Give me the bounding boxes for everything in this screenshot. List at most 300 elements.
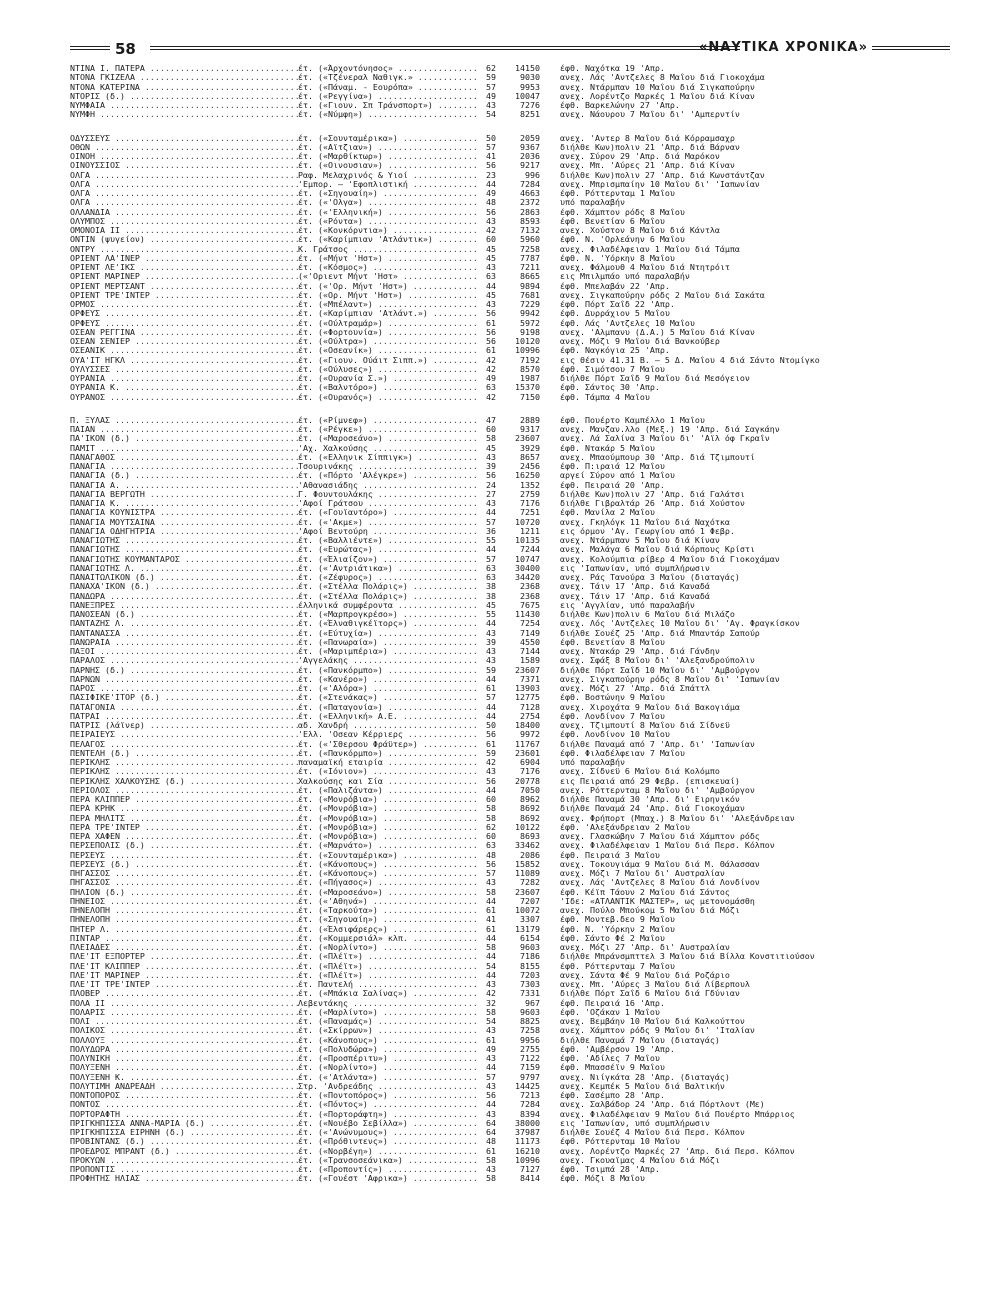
position-note: εις 'Αγγλίαν, υπό παραλαβήν [560, 600, 695, 610]
build-year: 54 [486, 961, 496, 971]
tonnage: 13903 [515, 684, 540, 693]
owner-type: Τσουρινάκης ..... [298, 462, 478, 471]
ship-row [70, 869, 970, 878]
owner-type: έτ. («Ευρώτας») ..... [298, 545, 478, 554]
build-year: 49 [486, 91, 496, 101]
owner-type: έτ. («Ούλτραμάρ») ..... [298, 319, 478, 328]
ship-group [70, 64, 970, 120]
ship-row [70, 425, 970, 434]
build-year: 45 [486, 253, 496, 263]
ship-name: ΠΑΝΑΙΤΩΛΙΚΟΝ (δ.) ..... [70, 573, 298, 582]
tonnage: 9972 [520, 730, 540, 740]
owner-type: έτ. («Μαρπρογκρέσο») ..... [298, 610, 478, 619]
owner-type: έτ. («Παλιζάντα») ..... [298, 786, 478, 795]
ship-name: ΠΕΛΑΓΟΣ ..... [70, 740, 298, 749]
tonnage: 10135 [515, 536, 540, 545]
build-year: 44 [486, 281, 496, 291]
owner-type: έτ. («Πόρτο 'Αλέγκρε») ..... [298, 471, 478, 480]
owner-type: έτ. («Έλναθιγκέϊτορς») ..... [298, 619, 478, 628]
owner-type: έτ. («Ούλυσες») ..... [298, 365, 478, 374]
build-year: 56 [486, 309, 496, 319]
position-note: ανεχ. Φιλαδέλφειαν 1 Μαΐου διά Τάμπα [560, 244, 740, 254]
tonnage: 9894 [520, 281, 540, 291]
owner-type: 'Αφοί Βεντούρη ..... [298, 527, 478, 536]
owner-type: έτ. («Μονρόβια») ..... [298, 832, 478, 841]
ship-row [70, 434, 970, 443]
build-year: 58 [486, 943, 496, 952]
position-note: διήλθε Παναμά 7 Μαΐου (διαταγάς) [560, 1035, 720, 1045]
position-note: ανεχ. Ντάρμπαν 5 Μαΐου διά Κίναν [560, 536, 720, 545]
tonnage: 11430 [515, 610, 540, 619]
tonnage: 14150 [515, 64, 540, 73]
position-note: ανεχ. Νάουρου 7 Μαΐου δι' 'Αμπερντίν [560, 110, 740, 120]
build-year: 54 [486, 110, 496, 120]
build-year: 44 [486, 711, 496, 721]
ship-row [70, 518, 970, 527]
tonnage: 7303 [520, 980, 540, 989]
build-year: 44 [486, 1100, 496, 1110]
position-note: έφθ. 'Αδίλες 7 Μαΐου [560, 1054, 660, 1063]
ship-name: ΠΕΡΣΕΥΣ (δ.) ..... [70, 860, 298, 869]
ship-name: ΠΟΛΥΞΕΝΗ Κ. ..... [70, 1073, 298, 1082]
tonnage: 9367 [520, 142, 540, 152]
owner-type: έτ. («Στέλλα Πολάρις») ..... [298, 592, 478, 601]
tonnage: 1589 [520, 656, 540, 666]
build-year: 56 [486, 1091, 496, 1100]
position-note: έφθ. Τάμπα 4 Μαΐου [560, 392, 650, 402]
tonnage: 7211 [520, 263, 540, 272]
ship-row [70, 1073, 970, 1082]
tonnage: 3307 [520, 915, 540, 925]
ship-name: ΠΛΕ'ΙΤ ΜΑΡΙΝΕΡ ..... [70, 971, 298, 980]
tonnage: 7258 [520, 244, 540, 254]
build-year: 44 [486, 970, 496, 980]
ship-name: ΠΕΡΙΚΛΗΣ ..... [70, 767, 298, 776]
ship-name: ΠΟΝΤΟΣ ..... [70, 1100, 298, 1109]
position-note: ανεχ. Τάιν 17 'Απρ. διά Καναδά [560, 591, 710, 601]
tonnage: 12775 [515, 693, 540, 703]
ship-name: ΠΕΡΙΚΛΗΣ ΧΑΛΚΟΥΣΗΣ (δ.) ..... [70, 777, 298, 786]
build-year: 58 [486, 1007, 496, 1017]
tonnage: 23607 [515, 665, 540, 675]
ship-name: ΟΛΓΑ ..... [70, 171, 298, 180]
ship-group [70, 134, 970, 402]
build-year: 44 [486, 952, 496, 962]
position-note: έφθ. Σιμότσου 7 Μαΐου [560, 364, 665, 374]
tonnage: 11767 [515, 739, 540, 749]
owner-type: Ραφ. Μελαχρινός & Υιοί ..... [298, 171, 478, 180]
tonnage: 1987 [520, 374, 540, 383]
ship-name: ΠΡΙΓΚΗΠΙΣΣΑ ΑΝΝΑ-ΜΑΡΙΑ (δ.) ..... [70, 1119, 298, 1128]
build-year: 60 [486, 235, 496, 245]
owner-type: Γ. Φουντουλάκης ..... [298, 490, 478, 499]
position-note: έφθ. Ν. 'Υόρκην 8 Μαΐου [560, 253, 675, 263]
owner-type: έτ. («Κάνοπους») ..... [298, 1036, 478, 1045]
ship-name: ΠΕΙΡΑΙΕΥΣ ..... [70, 730, 298, 739]
ship-row [70, 208, 970, 217]
ship-name: ΟΜΟΝΟΙΑ ΙΙ ..... [70, 226, 298, 235]
ship-name: ΠΕΡΑ ΜΗΛΙΤΣ ..... [70, 814, 298, 823]
ship-name: ΠΟΝΤΟΠΟΡΟΣ ..... [70, 1091, 298, 1100]
tonnage: 7787 [520, 253, 540, 263]
owner-type: έτ. («'Ορ. Μήντ 'Ηστ») ..... [298, 282, 478, 291]
ship-name: ΠΕΡΑ ΤΡΕ'ΙΝΤΕΡ ..... [70, 823, 298, 832]
ship-row [70, 1036, 970, 1045]
tonnage: 7203 [520, 970, 540, 980]
position-note: έφθ. Μανίλα 2 Μαΐου [560, 508, 655, 518]
ship-name: ΠΑΝΔΩΡΑ ..... [70, 592, 298, 601]
position-note: ανεχ. Φάλμουθ 4 Μαΐου διά Ντητρόιτ [560, 263, 730, 272]
tonnage: 6154 [520, 933, 540, 943]
ship-row [70, 888, 970, 897]
ship-name: ΟΡΜΟΣ ..... [70, 300, 298, 309]
position-note: ανεχ. Μόζι 27 'Απρ. δι' Αυστραλίαν [560, 943, 730, 952]
build-year: 42 [486, 989, 496, 999]
build-year: 63 [486, 563, 496, 573]
tonnage: 7331 [520, 989, 540, 999]
tonnage: 9030 [520, 73, 540, 83]
ship-row [70, 508, 970, 517]
owner-type: έτ. («Σκίρρων») ..... [298, 1026, 478, 1035]
ship-row [70, 786, 970, 795]
ship-name: ΟΥΡΑΝΙΑ Κ. ..... [70, 383, 298, 392]
position-note: διήλθε Μπράνσμπττελ 3 Μαΐου διά Βίλλα Κονστιτιούσον [560, 952, 815, 962]
position-note: ανεχ. Σάντα Φέ 9 Μαΐου διά Ροζάριο [560, 970, 730, 980]
build-year: 61 [486, 739, 496, 749]
ship-row [70, 952, 970, 961]
owner-type: έτ. («Παταγονία») ..... [298, 703, 478, 712]
build-year: 63 [486, 841, 496, 851]
ship-row [70, 999, 970, 1008]
position-note: εις Μπιλμπάο υπό παραλαβήν [560, 272, 690, 282]
build-year: 44 [486, 702, 496, 712]
ship-name: ΠΗΓΑΣΣΟΣ ..... [70, 878, 298, 887]
build-year: 63 [486, 383, 496, 393]
ship-name: ΠΟΛΥΤΙΜΗ ΑΝΔΡΕΑΔΗ ..... [70, 1082, 298, 1091]
owner-type: έτ. («Κάνοπους») ..... [298, 860, 478, 869]
owner-type: έτ. («Έλσιφάρερς») ..... [298, 925, 478, 934]
position-note: έφθ. Πειραιά 3 Μαΐου [560, 850, 660, 860]
tonnage: 7371 [520, 674, 540, 684]
tonnage: 8692 [520, 813, 540, 823]
ship-name: ΠΑ'ΙΚΟΝ (δ.) ..... [70, 434, 298, 443]
ship-row [70, 272, 970, 281]
ship-row [70, 226, 970, 235]
owner-type: έτ. («Μπέλαντ») ..... [298, 300, 478, 309]
position-note: εις όρμον 'Αγ. Γεωργίου από 1 Φεβρ. [560, 526, 735, 536]
owner-type: έτ. («Ουρανία Σ.») ..... [298, 374, 478, 383]
ship-row [70, 545, 970, 554]
build-year: 43 [486, 1054, 496, 1063]
tonnage: 11089 [515, 869, 540, 878]
owner-type: αδ. Χανδρή ..... [298, 721, 478, 730]
ship-row [70, 161, 970, 170]
build-year: 44 [486, 896, 496, 906]
position-note: διήλθε Κων)πολιν 21 'Απρ. διά Βάρναν [560, 142, 740, 152]
build-year: 58 [486, 813, 496, 823]
position-note: ανεχ. Τοκουγιάμα 9 Μαΐου διά Μ. Θάλασσαν [560, 859, 760, 869]
ship-row [70, 462, 970, 471]
ship-name: ΠΕΡΑ ΚΡΗΚ ..... [70, 804, 298, 813]
position-note: ανεχ. Σφάξ 8 Μαΐου δι' 'Αλεξανδρούπολιν [560, 656, 755, 666]
build-year: 61 [486, 1146, 496, 1156]
ship-row [70, 989, 970, 998]
ship-name: ΠΑΝΕΞΠΡΕΣ ..... [70, 601, 298, 610]
owner-type: έτ. («'Ατλάντα») ..... [298, 1073, 478, 1082]
owner-type: έτ. («Κάνοπους») ..... [298, 869, 478, 878]
position-note: ανεχ. Γκηλόγκ 11 Μαΐου διά Ναχότκα [560, 517, 730, 527]
ship-name: ΠΡΟΒΙΝΤΑΝΣ (δ.) ..... [70, 1137, 298, 1146]
owner-type: έτ. («Φορτουνία») ..... [298, 328, 478, 337]
position-note: έφθ. Λονδίνον 7 Μαΐου [560, 711, 665, 721]
build-year: 56 [486, 337, 496, 346]
build-year: 61 [486, 346, 496, 356]
owner-type: έτ. («Νορβέγη») ..... [298, 1147, 478, 1156]
ship-name: ΠΑΜΙΤ ..... [70, 444, 298, 453]
ship-row [70, 1119, 970, 1128]
tonnage: 2086 [520, 850, 540, 860]
build-year: 62 [486, 64, 496, 73]
tonnage: 10747 [515, 554, 540, 564]
ship-row [70, 217, 970, 226]
build-year: 27 [486, 489, 496, 499]
ship-row [70, 64, 970, 73]
owner-type: έτ. («Μαρλίντο») ..... [298, 1008, 478, 1017]
ship-row [70, 110, 970, 119]
build-year: 44 [486, 179, 496, 189]
ship-name: ΟΡΙΕΝΤ ΤΡΕ'ΙΝΤΕΡ ..... [70, 291, 298, 300]
build-year: 38 [486, 591, 496, 601]
tonnage: 20778 [515, 776, 540, 786]
ship-row [70, 804, 970, 813]
build-year: 60 [486, 425, 496, 434]
position-note: έφθ. Ν. 'Υόρκην 2 Μαΐου [560, 924, 675, 934]
build-year: 43 [486, 263, 496, 272]
build-year: 59 [486, 748, 496, 758]
owner-type: έτ. («Γιουν. Σπ Τράνσπορτ») ..... [298, 101, 478, 110]
build-year: 49 [486, 189, 496, 198]
ship-row [70, 878, 970, 887]
ship-row [70, 1110, 970, 1119]
position-note: εις 'Ιαπωνίαν, υπό συμπλήρωσιν [560, 1118, 710, 1128]
owner-type: έτ. («Νορλίντο») ..... [298, 1063, 478, 1072]
ship-name: ΠΡΟΕΔΡΟΣ ΜΠΡΑΝΤ (δ.) ..... [70, 1147, 298, 1156]
ship-name: ΝΥΜΦΗ ..... [70, 110, 298, 119]
build-year: 44 [486, 619, 496, 629]
ship-name: ΟΥΡΑΝΙΑ ..... [70, 374, 298, 383]
build-year: 56 [486, 730, 496, 740]
ship-listing [70, 64, 970, 1198]
ship-name: ΠΡΙΓΚΗΠΙΣΣΑ ΕΙΡΗΝΗ (δ.) ..... [70, 1128, 298, 1137]
build-year: 57 [486, 554, 496, 564]
tonnage: 7159 [520, 1063, 540, 1073]
ship-name: ΠΟΛΥΞΕΝΗ ..... [70, 1063, 298, 1072]
position-note: διήλθε Γιβραλτάρ 26 'Απρ. διά Χούστον [560, 499, 745, 508]
running-title: «ΝΑΥΤΙΚΑ ΧΡΟΝΙΚΑ» [699, 40, 868, 55]
tonnage: 2368 [520, 582, 540, 592]
ship-row [70, 814, 970, 823]
position-note: ανεχ. Μόζι 7 Μαΐου δι' Αυστραλίαν [560, 869, 725, 878]
position-note: ανεχ. Σίδνεϋ 6 Μαΐου διά Κολόμπο [560, 767, 720, 777]
owner-type: έτ. («Γουέστ 'Αφρικα») ..... [298, 1174, 478, 1183]
ship-row [70, 684, 970, 693]
build-year: 32 [486, 998, 496, 1008]
ship-name: ΠΑΝΑΓΑΘΟΣ ..... [70, 453, 298, 462]
tonnage: 11173 [515, 1137, 540, 1147]
build-year: 50 [486, 721, 496, 730]
tonnage: 23607 [515, 887, 540, 897]
ship-name: ΠΑΝΑΓΙΑ Κ. ..... [70, 499, 298, 508]
build-year: 43 [486, 499, 496, 508]
position-note: έφθ. Μοντεβ.δεο 9 Μαΐου [560, 915, 675, 925]
owner-type: έτ. («'Σθερσου Φράϋτερ») ..... [298, 740, 478, 749]
position-note: έφθ. Λονδίνον 10 Μαΐου [560, 730, 670, 740]
owner-type: έτ. («Μονρόβια») ..... [298, 814, 478, 823]
position-note: ανεχ. Ράς Τανούρα 3 Μαΐου (διαταγάς) [560, 573, 740, 582]
tonnage: 7284 [520, 179, 540, 189]
ship-name: ΠΑΝΑΓΙΑ ΟΔΗΓΗΤΡΙΑ ..... [70, 527, 298, 536]
position-note: ανεχ. Σιγκαπούρην ρόδς 8 Μαΐου δι' 'Ιαπωνίαν [560, 674, 780, 684]
ship-name: ΠΑΤΡΑΙ ..... [70, 712, 298, 721]
build-year: 42 [486, 392, 496, 402]
tonnage: 2754 [520, 711, 540, 721]
position-note: έφθ. Ρόττερνταμ 1 Μαΐου [560, 189, 675, 198]
owner-type: έτ. («'Ολγα») ..... [298, 198, 478, 207]
tonnage: 9956 [520, 1035, 540, 1045]
owner-type: έτ. («Προσπέριτυ») ..... [298, 1054, 478, 1063]
ship-row [70, 1147, 970, 1156]
ship-name: ΠΡΟΦΗΤΗΣ ΗΛΙΑΣ ..... [70, 1174, 298, 1183]
owner-type: έτ. («Ιόνιον») ..... [298, 767, 478, 776]
ship-name: ΠΟΛΛΟΥΞ ..... [70, 1036, 298, 1045]
ship-row [70, 832, 970, 841]
build-year: 24 [486, 480, 496, 490]
ship-row [70, 198, 970, 207]
ship-row [70, 971, 970, 980]
owner-type: έτ. («Μαροσεάνο») ..... [298, 888, 478, 897]
position-note: ανεχ. Ντάρμπαν 10 Μαΐου διά Σιγκαπούρην [560, 82, 755, 92]
build-year: 23 [486, 170, 496, 180]
owner-type: έτ. («Ελληνική» Α.Ε. ..... [298, 712, 478, 721]
ship-row [70, 592, 970, 601]
ship-name: ΝΤΙΝΑ Ι. ΠΑΤΕΡΑ ..... [70, 64, 298, 73]
ship-row [70, 245, 970, 254]
page-header [70, 40, 950, 60]
position-note: ανεχ. Χάμπτον ρόδς 9 Μαΐου δι' 'Ιταλίαν [560, 1026, 755, 1036]
ship-row [70, 582, 970, 591]
ship-row [70, 943, 970, 952]
tonnage: 33462 [515, 841, 540, 851]
ship-name: ΠΑΡΝΗΣ (δ.) ..... [70, 666, 298, 675]
ship-name: ΠΑΝΟΣΕΑΝ (δ.) ..... [70, 610, 298, 619]
tonnage: 37987 [515, 1128, 540, 1137]
ship-row [70, 610, 970, 619]
build-year: 59 [486, 665, 496, 675]
owner-type: έτ. («Κονκόρντια») ..... [298, 226, 478, 235]
tonnage: 10122 [515, 822, 540, 832]
ship-name: ΠΑΝΑΓΙΩΤΗΣ ..... [70, 536, 298, 545]
owner-type: έτ. («Ρεγγίνα») ..... [298, 92, 478, 101]
tonnage: 2759 [520, 489, 540, 499]
build-year: 42 [486, 758, 496, 767]
owner-type: έτ. («'Αθηνά») ..... [298, 897, 478, 906]
ship-name: ΟΔΥΣΣΕΥΣ ..... [70, 134, 298, 143]
position-note: ανεχ. Γλασκώβην 7 Μαΐου διά Χάμπτον ρόδς [560, 832, 760, 841]
owner-type: έτ. («Μαροσεάνο») ..... [298, 434, 478, 443]
owner-type: έτ. («Ποντοπόρος») ..... [298, 1091, 478, 1100]
ship-row [70, 393, 970, 402]
ship-row [70, 499, 970, 508]
tonnage: 23607 [515, 434, 540, 444]
ship-name: ΟΛΓΑ ..... [70, 180, 298, 189]
ship-row [70, 962, 970, 971]
position-note: έφθ. Ρόττερνταμ 10 Μαΐου [560, 1137, 680, 1147]
owner-type: έτ. («Σηγουαίη») ..... [298, 915, 478, 924]
owner-type: έτ. («Μήντ 'Ηστ») ..... [298, 254, 478, 263]
tonnage: 8657 [520, 452, 540, 462]
ship-row [70, 291, 970, 300]
build-year: 56 [486, 161, 496, 171]
ship-name: ΟΣΕΑΝ ΡΕΓΓΙΝΑ ..... [70, 328, 298, 337]
tonnage: 10047 [515, 91, 540, 101]
position-note: έφθ. Σάντος 30 'Απρ. [560, 383, 660, 393]
ship-name: ΠΟΛΑ ΙΙ ..... [70, 999, 298, 1008]
ship-name: ΟΡΙΕΝΤ ΜΕΡΤΣΑΝΤ ..... [70, 282, 298, 291]
ship-name: ΝΥΜΦΑΙΑ ..... [70, 101, 298, 110]
build-year: 55 [486, 536, 496, 545]
owner-type: 'Αχ. Χαλκούσης ..... [298, 444, 478, 453]
owner-type: έτ. («Ταρκούτα») ..... [298, 906, 478, 915]
ship-row [70, 374, 970, 383]
ship-row [70, 730, 970, 739]
ship-row [70, 666, 970, 675]
tonnage: 8251 [520, 110, 540, 120]
position-note: έφθ. Πειραιά 20 'Απρ. [560, 480, 665, 490]
build-year: 42 [486, 364, 496, 374]
tonnage: 8693 [520, 832, 540, 841]
tonnage: 7251 [520, 508, 540, 518]
ship-row [70, 1008, 970, 1017]
tonnage: 8692 [520, 804, 540, 814]
owner-type: έτ. («Άρχοντόνησος» ..... [298, 64, 478, 73]
tonnage: 7128 [520, 702, 540, 712]
build-year: 43 [486, 452, 496, 462]
owner-type: έτ. («Μονρόβια») ..... [298, 823, 478, 832]
tonnage: 16250 [515, 471, 540, 481]
tonnage: 15370 [515, 383, 540, 393]
owner-type: έτ. («Νουέβο Σεβίλλα») ..... [298, 1119, 478, 1128]
owner-type: έτ. («Πλέϊτ») ..... [298, 962, 478, 971]
tonnage: 7192 [520, 355, 540, 365]
build-year: 55 [486, 610, 496, 619]
build-year: 41 [486, 915, 496, 925]
position-note: ανεχ. Λός 'Αντζελες 10 Μαΐου δι' 'Αγ. Φραγκίσκον [560, 619, 800, 629]
build-year: 57 [486, 517, 496, 527]
position-note: αργεί Σύρον από 1 Μαΐου [560, 471, 675, 481]
tonnage: 5972 [520, 318, 540, 328]
tonnage: 8962 [520, 795, 540, 804]
ship-name: ΠΙΝΤΑΡ ..... [70, 934, 298, 943]
build-year: 63 [486, 272, 496, 282]
owner-type: έτ. («Πόντος») ..... [298, 1100, 478, 1109]
ship-name: ΟΛΓΑ ..... [70, 189, 298, 198]
position-note: έφθ. Πόρτ Σαΐδ 22 'Απρ. [560, 300, 675, 309]
ship-row [70, 841, 970, 850]
ship-row [70, 1054, 970, 1063]
owner-type: έτ. («Μπάκια Σαλίνας») ..... [298, 989, 478, 998]
ship-row [70, 300, 970, 309]
position-note: ανεχ. Χούστον 8 Μαΐου διά Κάντλα [560, 226, 720, 235]
